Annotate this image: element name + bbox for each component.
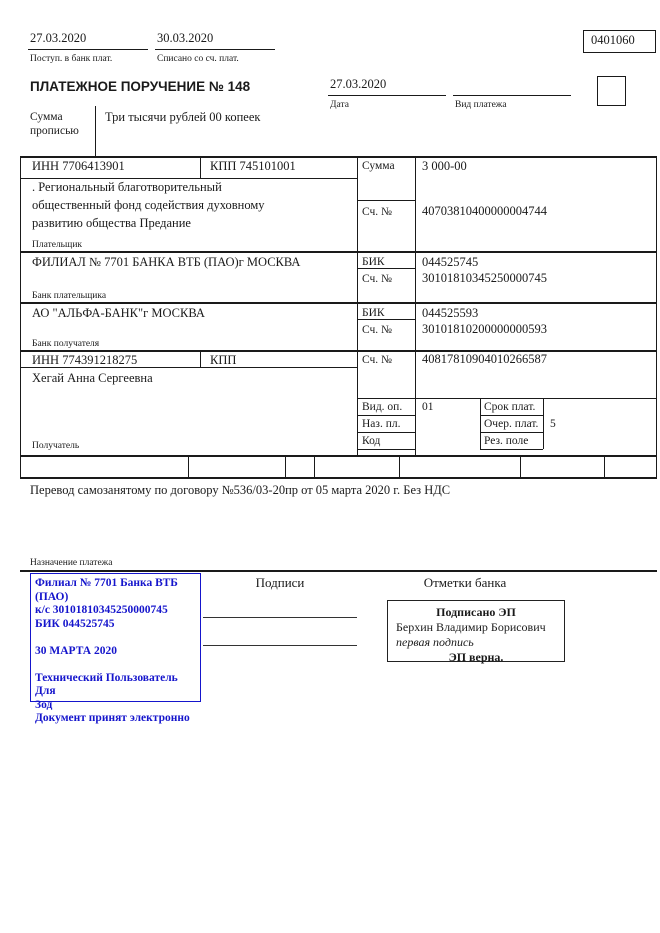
divider [520, 455, 521, 477]
beneficiary-account: 40817810904010266587 [422, 352, 547, 366]
payer-bank-label: Банк плательщика [32, 291, 107, 301]
divider [95, 106, 96, 156]
divider [200, 350, 201, 367]
divider [604, 455, 605, 477]
beneficiary-bank-bik-label: БИК [362, 307, 385, 319]
status-box [597, 76, 626, 106]
payer-bank-name: ФИЛИАЛ № 7701 БАНКА ВТБ (ПАО)г МОСКВА [32, 255, 301, 269]
amount-words-label-2: прописью [30, 125, 79, 137]
stamp-line: Зод [35, 698, 53, 711]
divider [357, 200, 415, 201]
debited-date: 30.03.2020 [157, 31, 214, 45]
code-label: Код [362, 435, 381, 447]
payer-label: Плательщик [32, 240, 83, 250]
page-title: ПЛАТЕЖНОЕ ПОРУЧЕНИЕ № 148 [30, 79, 251, 94]
divider [20, 570, 657, 572]
beneficiary-name: Хегай Анна Сергеевна [32, 371, 153, 385]
divider [453, 95, 571, 96]
esign-signer-name: Берхин Владимир Борисович [396, 620, 546, 634]
divider [480, 415, 543, 416]
payer-account-label: Сч. № [362, 206, 393, 218]
signature-line [203, 645, 357, 646]
signatures-header: Подписи [255, 575, 305, 590]
stamp-line: к/с 30101810345250000745 [35, 604, 168, 616]
divider [415, 156, 416, 455]
divider [480, 449, 543, 450]
divider [20, 251, 657, 253]
payer-bank-account-label: Сч. № [362, 273, 393, 285]
payment-purpose-text: Перевод самозанятому по договору №536/03-20пр от 05 марта 2020 г. Без НДС [30, 483, 451, 497]
due-date-label: Срок плат. [484, 401, 536, 413]
beneficiary-bank-account-label: Сч. № [362, 324, 393, 336]
divider [357, 398, 656, 399]
document-date: 27.03.2020 [330, 77, 387, 91]
divider [656, 156, 657, 477]
divider [357, 319, 415, 320]
divider [20, 156, 657, 158]
payer-kpp: КПП 745101001 [210, 159, 296, 173]
divider [155, 49, 275, 50]
divider [480, 398, 481, 449]
sum-value: 3 000-00 [422, 159, 467, 173]
debited-date-label: Списано со сч. плат. [157, 54, 239, 64]
payer-account: 40703810400000004744 [422, 204, 547, 218]
beneficiary-bank-label: Банк получателя [32, 339, 100, 349]
payer-bank-bik: 044525745 [422, 255, 479, 269]
payer-name-line2: общественный фонд содействия духовному [32, 198, 265, 212]
payment-purpose-label: Назначение платежа [30, 558, 113, 568]
stamp-line: Документ принят электронно [35, 712, 190, 724]
payer-name-line1: . Региональный благотворительный [32, 180, 222, 194]
divider [20, 156, 21, 477]
divider [188, 455, 189, 477]
reserve-field-label: Рез. поле [484, 435, 529, 447]
divider [28, 49, 148, 50]
payer-bank-account: 30101810345250000745 [422, 271, 547, 285]
signature-line [203, 617, 357, 618]
esign-subtitle: первая подпись [396, 635, 474, 649]
bank-acceptance-stamp [30, 573, 201, 724]
received-date: 27.03.2020 [30, 31, 87, 45]
amount-words-label-1: Сумма [30, 111, 63, 123]
divider [357, 432, 415, 433]
stamp-line: БИК 044525745 [35, 617, 115, 630]
payer-bank-bik-label: БИК [362, 256, 385, 268]
purpose-code-label: Наз. пл. [362, 418, 401, 430]
bank-marks-header: Отметки банка [423, 575, 507, 590]
form-code: 0401060 [591, 33, 635, 47]
divider [20, 367, 357, 368]
beneficiary-bank-name: АО "АЛЬФА-БАНК"г МОСКВА [32, 306, 205, 320]
stamp-line: Филиал № 7701 Банка ВТБ (ПАО) [35, 577, 178, 603]
stamp-line: 30 МАРТА 2020 [35, 644, 117, 657]
amount-words-value: Три тысячи рублей 00 копеек [105, 110, 261, 124]
divider [357, 415, 415, 416]
stamp-line [35, 631, 196, 645]
op-type-label: Вид. оп. [362, 401, 403, 413]
esign-verified: ЭП верна. [448, 650, 504, 664]
received-date-label: Поступ. в банк плат. [30, 54, 113, 64]
divider [20, 350, 657, 352]
beneficiary-account-label: Сч. № [362, 354, 393, 366]
beneficiary-bank-bik: 044525593 [422, 306, 479, 320]
beneficiary-kpp: КПП [210, 353, 237, 367]
divider [285, 455, 286, 477]
divider [357, 449, 415, 450]
esignature-stamp [387, 600, 565, 662]
divider [543, 398, 544, 449]
esign-title: Подписано ЭП [436, 605, 516, 619]
priority-value: 5 [550, 418, 556, 430]
beneficiary-label: Получатель [32, 441, 80, 451]
beneficiary-bank-account: 30101810200000000593 [422, 322, 547, 336]
payer-name-line3: развитию общества Предание [32, 216, 191, 230]
form-code-box [583, 30, 656, 53]
divider [20, 178, 357, 179]
payer-inn: ИНН 7706413901 [32, 159, 125, 173]
priority-label: Очер. плат. [484, 418, 539, 430]
sum-label: Сумма [362, 160, 395, 172]
divider [20, 477, 657, 479]
payment-type-label: Вид платежа [455, 100, 507, 110]
divider [20, 302, 657, 304]
date-label: Дата [330, 100, 349, 110]
stamp-line: Технический Пользователь Для [35, 671, 178, 697]
divider [357, 268, 415, 269]
beneficiary-inn: ИНН 774391218275 [32, 353, 138, 367]
divider [200, 156, 201, 178]
divider [314, 455, 315, 477]
divider [20, 455, 657, 457]
divider [480, 432, 543, 433]
divider [399, 455, 400, 477]
divider [328, 95, 446, 96]
op-type-value: 01 [422, 401, 434, 413]
stamp-line [35, 658, 196, 672]
